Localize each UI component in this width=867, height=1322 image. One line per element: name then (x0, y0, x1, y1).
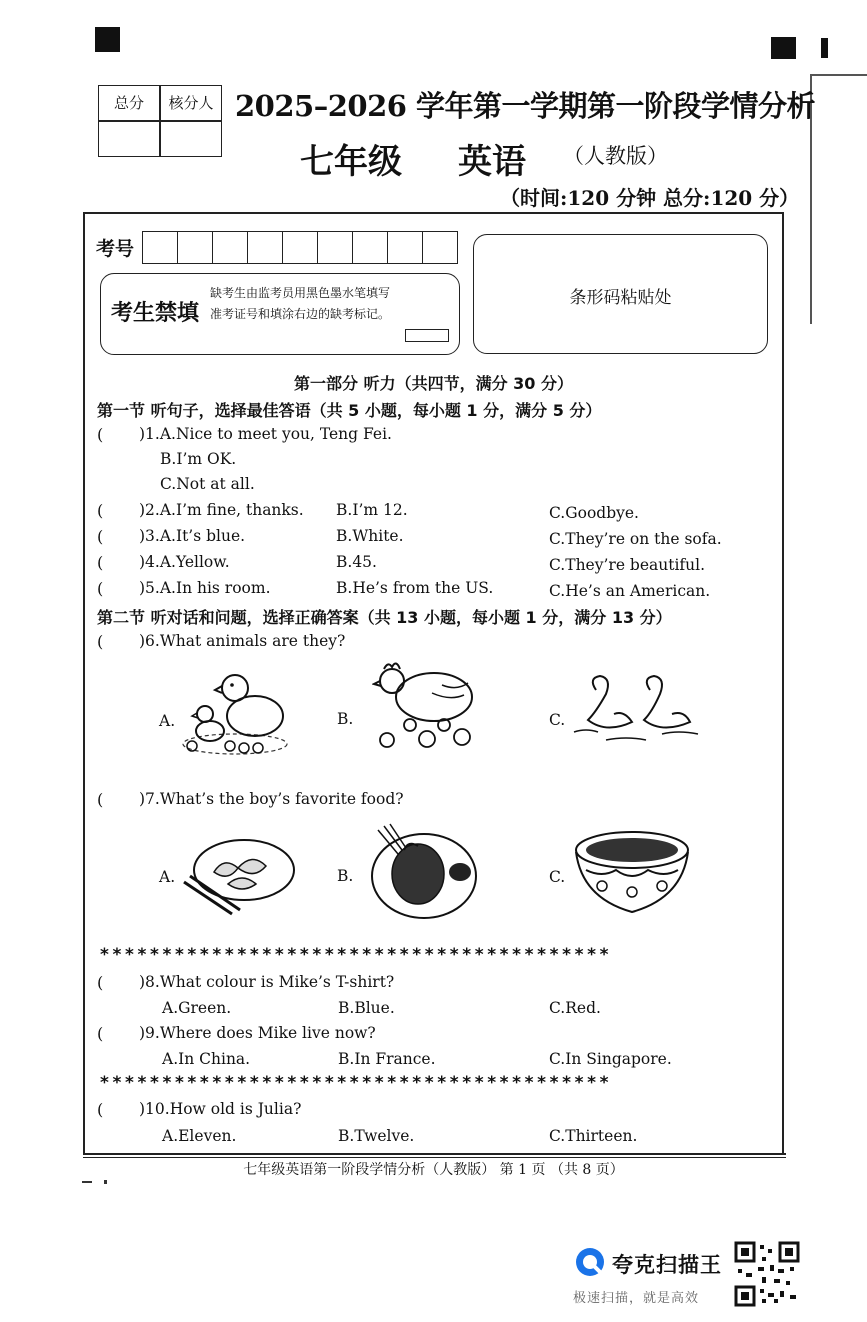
answer-paren-5[interactable]: ( (97, 579, 104, 598)
registration-mark-edge (821, 38, 828, 58)
restricted-title: 考生禁填 (111, 301, 200, 326)
barcode-label: 条形码粘贴处 (569, 288, 672, 308)
q4-option-b: B.45. (336, 553, 377, 571)
registration-mark-left (95, 27, 120, 52)
q5-stem: )5.A.In his room. (139, 579, 271, 597)
q1-option-c: C.Not at all. (160, 475, 255, 493)
footer-dot (104, 1180, 107, 1184)
answer-paren-1[interactable]: ( (97, 425, 104, 444)
subject-label: 英语 (458, 142, 526, 182)
qr-code-icon[interactable] (734, 1241, 800, 1307)
q6-stem: )6.What animals are they? (139, 632, 346, 650)
section2-title: 第二节 听对话和问题，选择正确答案（共 13 小题，每小题 1 分，满分 13 分） (97, 608, 672, 627)
q2-option-c: C.Goodbye. (549, 504, 639, 522)
separator-stars-1: ***************************************** (100, 945, 613, 965)
hen-chicks-image[interactable] (372, 655, 487, 755)
separator-stars-2: ***************************************** (100, 1073, 613, 1093)
scanner-slogan: 极速扫描，就是高效 (573, 1291, 700, 1306)
q1-option-b: B.I’m OK. (160, 450, 237, 468)
answer-paren-8[interactable]: ( (97, 973, 104, 992)
noodle-bowl-image[interactable] (572, 826, 694, 918)
q6-option-c: C. (549, 711, 566, 729)
q6-option-a: A. (159, 712, 176, 730)
answer-paren-6[interactable]: ( (97, 632, 104, 651)
registration-mark-right (771, 37, 796, 59)
q3-option-b: B.White. (336, 527, 404, 545)
q4-stem: )4.A.Yellow. (139, 553, 230, 571)
edition-label: （人教版） (563, 144, 668, 168)
q3-option-c: C.They’re on the sofa. (549, 530, 722, 548)
scanner-app-name: 夸克扫描王 (612, 1253, 722, 1277)
absence-notice: 缺考生由监考员用黑色墨水笔填写准考证号和填涂右边的缺考标记。 (210, 286, 391, 321)
q10-option-b: B.Twelve. (338, 1127, 415, 1145)
frame-bottom-line (83, 1153, 786, 1155)
answer-paren-3[interactable]: ( (97, 527, 104, 546)
time-info: （时间:120 分钟 总分:120 分） (500, 186, 800, 210)
barcode-area (473, 234, 768, 354)
answer-paren-9[interactable]: ( (97, 1024, 104, 1043)
absence-mark-box[interactable] (405, 329, 449, 342)
section1-title: 第一节 听句子，选择最佳答语（共 5 小题，每小题 1 分，满分 5 分） (97, 401, 602, 420)
q9-option-c: C.In Singapore. (549, 1050, 672, 1068)
q8-option-b: B.Blue. (338, 999, 395, 1017)
q1-stem: )1.A.Nice to meet you, Teng Fei. (139, 425, 392, 443)
q10-option-a: A.Eleven. (162, 1127, 237, 1145)
q5-option-c: C.He’s an American. (549, 582, 711, 600)
frame-bottom-line-2 (83, 1157, 786, 1158)
swans-image[interactable] (566, 670, 706, 750)
q2-option-b: B.I’m 12. (336, 501, 408, 519)
q9-stem: )9.Where does Mike live now? (139, 1024, 376, 1042)
q3-stem: )3.A.It’s blue. (139, 527, 246, 545)
q6-option-b: B. (337, 710, 354, 728)
dumplings-image[interactable] (180, 832, 298, 918)
score-checker-label: 核分人 (168, 94, 214, 112)
q7-stem: )7.What’s the boy’s favorite food? (139, 790, 404, 808)
roast-duck-image[interactable] (368, 820, 480, 922)
part1-title: 第一部分 听力（共四节，满分 30 分） (294, 374, 573, 393)
q4-option-c: C.They’re beautiful. (549, 556, 706, 574)
q9-option-a: A.In China. (162, 1050, 251, 1068)
q9-option-b: B.In France. (338, 1050, 436, 1068)
answer-paren-4[interactable]: ( (97, 553, 104, 572)
answer-paren-10[interactable]: ( (97, 1100, 104, 1119)
q5-option-b: B.He’s from the US. (336, 579, 494, 597)
score-total-label: 总分 (113, 94, 144, 112)
q8-stem: )8.What colour is Mike’s T-shirt? (139, 973, 395, 991)
exam-number-boxes[interactable] (142, 231, 458, 264)
page-footer: 七年级英语第一阶段学情分析（人教版） 第 1 页 （共 8 页） (243, 1162, 624, 1178)
footer-mark (82, 1181, 92, 1183)
score-table (98, 85, 222, 157)
q7-option-a: A. (159, 868, 176, 886)
exam-title: 2025–2026 学年第一学期第一阶段学情分析 (235, 89, 816, 123)
page-edge-line-top (810, 74, 867, 76)
q10-stem: )10.How old is Julia? (139, 1100, 302, 1118)
scanner-logo-icon (574, 1246, 606, 1278)
q7-option-c: C. (549, 868, 566, 886)
exam-number-label: 考号 (96, 238, 135, 260)
q7-option-b: B. (337, 867, 354, 885)
q8-option-a: A.Green. (162, 999, 232, 1017)
q10-option-c: C.Thirteen. (549, 1127, 638, 1145)
grade-label: 七年级 (300, 142, 402, 182)
answer-paren-2[interactable]: ( (97, 501, 104, 520)
q2-stem: )2.A.I’m fine, thanks. (139, 501, 304, 519)
q8-option-c: C.Red. (549, 999, 601, 1017)
answer-paren-7[interactable]: ( (97, 790, 104, 809)
ducks-image[interactable] (180, 666, 295, 766)
restricted-area (100, 273, 460, 355)
